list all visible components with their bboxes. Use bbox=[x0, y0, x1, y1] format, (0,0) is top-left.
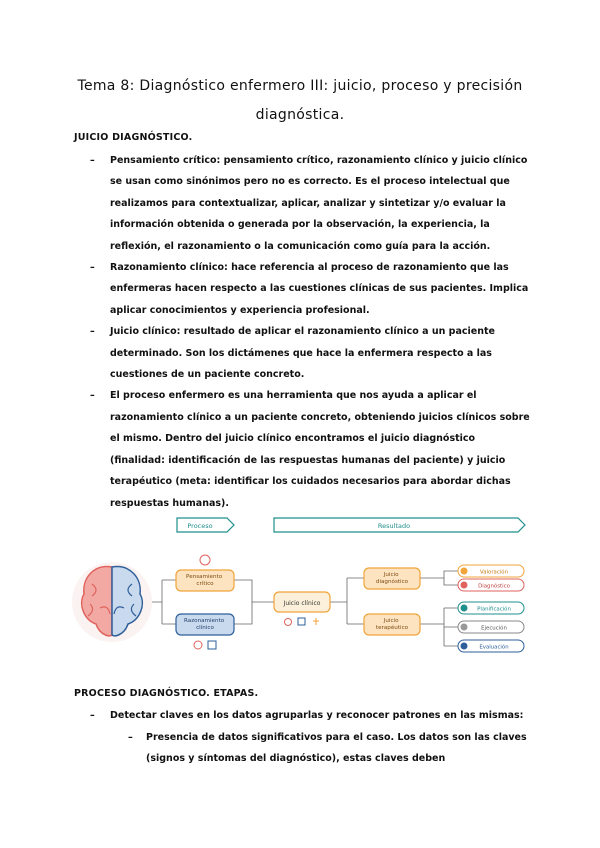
ejecucion-pill bbox=[458, 621, 524, 633]
diagnostico-pill bbox=[458, 579, 524, 591]
juicio-diagnostico-box bbox=[364, 568, 420, 589]
brain-small-icon bbox=[194, 641, 202, 649]
juicio-ter-line-1: Juicio bbox=[383, 618, 399, 624]
lightbulb-icon bbox=[313, 618, 319, 625]
list-item: – Juicio clínico: resultado de aplicar el razonamiento clínico a un paciente determinado. Son los dictámenes que hace la enfermera respecto a las cuestiones de un paciente concreto. bbox=[90, 321, 530, 385]
resultado-label: Resultado bbox=[377, 522, 411, 530]
clipboard-icon bbox=[298, 618, 305, 625]
valoracion-pill bbox=[458, 565, 524, 577]
clipboard-icon bbox=[208, 641, 216, 649]
list-item: – Pensamiento crítico: pensamiento crítico, razonamiento clínico y juicio clínico se usan como sinónimos pero no es correcto. Es el proceso intelectual que realizamos para contextualizar, aplicar, analizar y sintetizar y/o evaluar la información obtenida o generada por la observación, la experiencia, la reflexión, el razonamiento o la comunicación como guía para la acción. bbox=[90, 150, 530, 257]
valoracion-label: Valoración bbox=[479, 569, 509, 576]
page-title: Tema 8: Diagnóstico enfermero III: juicio, proceso y precisión diagnóstica. bbox=[77, 78, 523, 123]
pensamiento-critico-box bbox=[176, 555, 234, 591]
juicio-diag-line-1: Juicio bbox=[383, 572, 399, 578]
brain-small-icon bbox=[200, 555, 210, 565]
juicio-bullet-list bbox=[90, 150, 530, 514]
juicio-diag-line-2: diagnóstico bbox=[375, 579, 409, 585]
brain-small-icon bbox=[285, 619, 292, 626]
razonamiento-clinico-box bbox=[176, 614, 234, 649]
evaluacion-pill bbox=[458, 640, 524, 652]
proceso-bullet-list bbox=[90, 705, 530, 726]
pensamiento-line-2: crítico bbox=[196, 581, 214, 587]
list-item: – El proceso enfermero es una herramienta que nos ayuda a aplicar el razonamiento clínico a un paciente concreto, obteniendo juicios clínicos sobre el mismo. Dentro del juicio clínico encontramos el juicio diagnóstico (finalidad: identificación de las respuestas humanas del paciente) y juicio terapéutico (meta: identificar los cuidados necesarios para abordar dichas respuestas humanas). bbox=[90, 385, 530, 513]
proceso-arrow bbox=[177, 518, 234, 532]
juicio-terapeutico-box bbox=[364, 614, 420, 635]
planificacion-label: Planificación bbox=[477, 606, 511, 613]
diagnostico-label: Diagnóstico bbox=[478, 583, 510, 590]
juicio-clinico-box bbox=[274, 592, 330, 626]
razonamiento-line-2: clínico bbox=[196, 625, 214, 631]
section-heading-proceso: PROCESO DIAGNÓSTICO. ETAPAS. bbox=[74, 688, 259, 699]
proceso-label: Proceso bbox=[187, 522, 213, 530]
evaluacion-label: Evaluación bbox=[479, 644, 509, 651]
ejecucion-label: Ejecución bbox=[481, 625, 507, 632]
list-item: – Detectar claves en los datos agruparlas y reconocer patrones en las mismas: bbox=[90, 705, 530, 726]
brain-icon bbox=[72, 562, 152, 642]
proceso-sub-list bbox=[128, 727, 528, 770]
resultado-arrow bbox=[274, 518, 525, 532]
planificacion-pill bbox=[458, 602, 524, 614]
list-item: – Presencia de datos significativos para el caso. Los datos son las claves (signos y síntomas del diagnóstico), estas claves deben bbox=[128, 727, 528, 770]
razonamiento-line-1: Razonamiento bbox=[184, 618, 225, 624]
list-item: – Razonamiento clínico: hace referencia al proceso de razonamiento que las enfermeras hacen respecto a las cuestiones clínicas de sus pacientes. Implica aplicar conocimientos y experiencia profesional. bbox=[90, 257, 530, 321]
section-heading-juicio: JUICIO DIAGNÓSTICO. bbox=[74, 132, 193, 143]
juicio-ter-line-2: terapéutico bbox=[375, 625, 409, 631]
proceso-resultado-diagram bbox=[72, 512, 532, 662]
juicio-clinico-label: Juicio clínico bbox=[283, 600, 321, 607]
pensamiento-line-1: Pensamiento bbox=[186, 574, 223, 580]
